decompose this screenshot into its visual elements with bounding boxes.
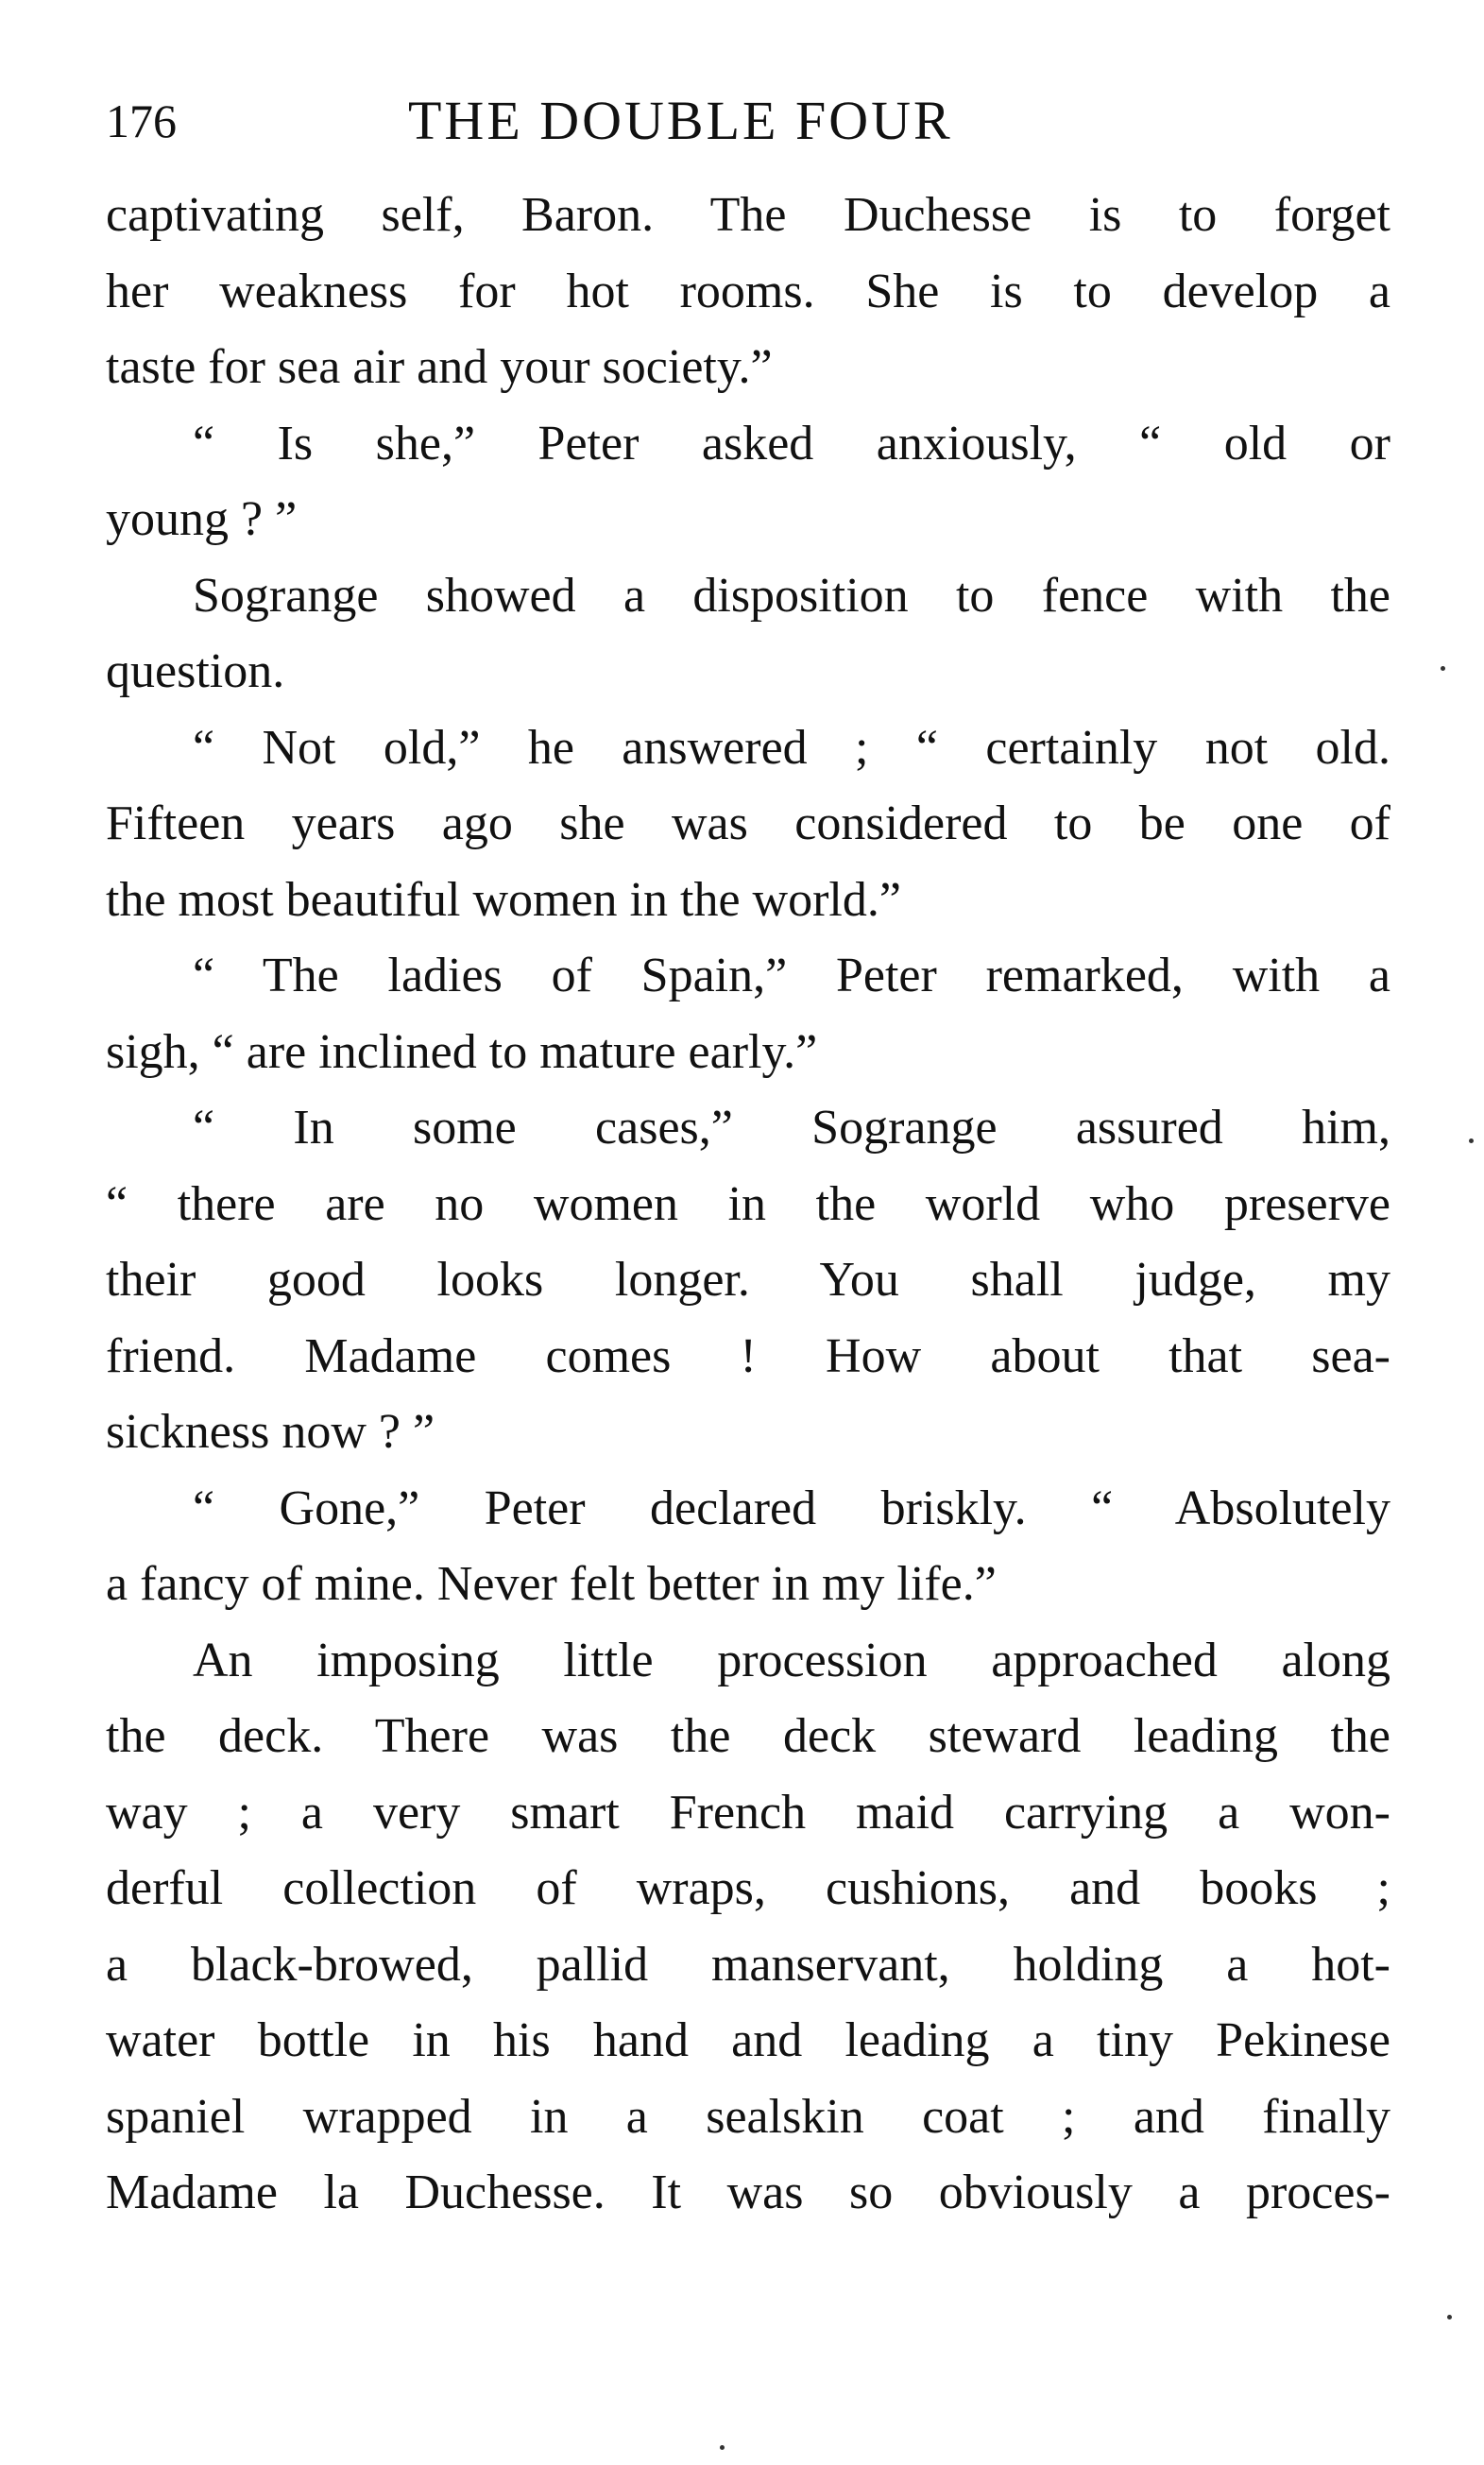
- text-line: a fancy of mine. Never felt better in my life.”: [106, 1557, 997, 1611]
- text-line: “ Is she,” Peter asked anxiously, “ old or: [193, 416, 1390, 471]
- text-line: An imposing little procession approached along: [193, 1633, 1390, 1687]
- text-line: water bottle in his hand and leading a tiny Pekinese: [106, 2013, 1390, 2067]
- text-line: captivating self, Baron. The Duchesse is to forget: [106, 188, 1390, 242]
- text-line: “ Gone,” Peter declared briskly. “ Absolutely: [193, 1481, 1390, 1535]
- text-line: derful collection of wraps, cushions, and books ;: [106, 1861, 1390, 1915]
- text-line: Fifteen years ago she was considered to be one of: [106, 796, 1390, 850]
- text-line: sickness now ? ”: [106, 1405, 435, 1459]
- text-line: their good looks longer. You shall judge, my: [106, 1253, 1390, 1307]
- text-line: her weakness for hot rooms. She is to develop a: [106, 264, 1390, 318]
- text-line: Madame la Duchesse. It was so obviously a proces-: [106, 2165, 1390, 2219]
- text-line: “ there are no women in the world who preserve: [106, 1176, 1390, 1231]
- text-line: the most beautiful women in the world.”: [106, 872, 901, 927]
- scan-speck: [720, 2445, 725, 2450]
- page-header: [106, 83, 1390, 159]
- text-line: sigh, “ are inclined to mature early.”: [106, 1024, 818, 1079]
- text-line: way ; a very smart French maid carrying a won-: [106, 1785, 1390, 1840]
- text-line: spaniel wrapped in a sealskin coat ; and finally: [106, 2089, 1390, 2144]
- text-line: “ In some cases,” Sogrange assured him,: [193, 1101, 1390, 1155]
- running-title: THE DOUBLE FOUR: [408, 90, 953, 151]
- scan-speck: [1441, 666, 1445, 671]
- text-line: question.: [106, 644, 285, 698]
- text-line: taste for sea air and your society.”: [106, 340, 773, 394]
- page-number: 176: [106, 94, 177, 147]
- text-line: “ Not old,” he answered ; “ certainly not old.: [193, 720, 1390, 775]
- scan-speck: [1447, 2315, 1452, 2319]
- scan-speck: [1469, 1138, 1474, 1143]
- body-text: [106, 178, 1390, 2232]
- text-line: Sogrange showed a disposition to fence with the: [193, 568, 1390, 623]
- text-line: a black-browed, pallid manservant, holding a hot-: [106, 1937, 1390, 1992]
- text-line: friend. Madame comes ! How about that sea-: [106, 1328, 1390, 1383]
- text-line: “ The ladies of Spain,” Peter remarked, with a: [193, 949, 1390, 1002]
- text-line: the deck. There was the deck steward leading the: [106, 1709, 1390, 1763]
- text-line: young ? ”: [106, 492, 298, 546]
